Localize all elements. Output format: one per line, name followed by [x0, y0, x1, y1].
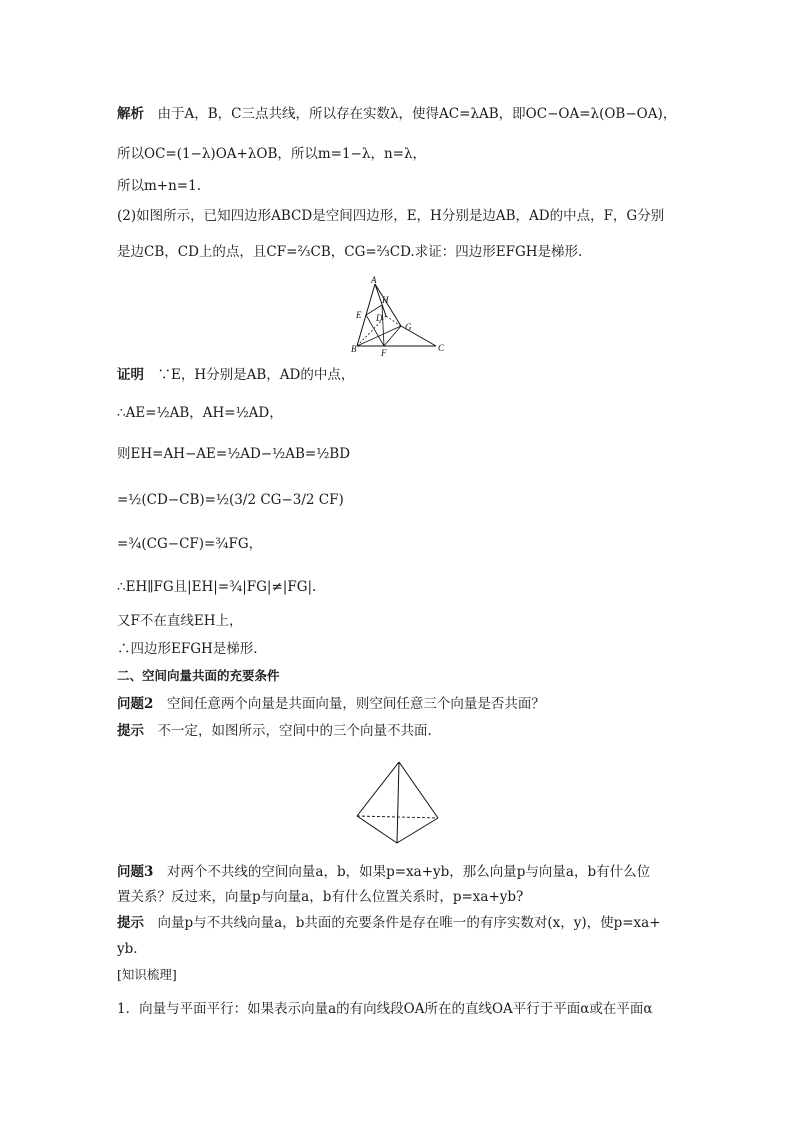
question-3-line-2: 置关系？反过来，向量p与向量a，b有什么位置关系时，p=xa+yb?	[117, 889, 524, 905]
section-heading: 二、空间向量共面的充要条件	[117, 668, 280, 683]
figure-space-quadrilateral	[340, 274, 450, 360]
proof-line-7: 又F不在直线EH上，	[117, 613, 243, 629]
solution-line-3: 所以m+n=1.	[117, 178, 201, 194]
question-2: 问题2 空间任意两个向量是共面向量，则空间任意三个向量是否共面？	[117, 696, 545, 712]
question-3-label: 问题3	[117, 864, 154, 880]
proof-line-6: ∴EH∥FG且|EH|=¾|FG|≠|FG|.	[117, 579, 317, 595]
solution-label: 解析	[117, 106, 144, 122]
label-A: A	[371, 275, 377, 285]
label-G: G	[405, 322, 412, 332]
question-2-label: 问题2	[117, 696, 154, 712]
question-3-line-1: 问题3 对两个不共线的空间向量a，b，如果p=xa+yb，那么向量p与向量a，b有什么位	[117, 864, 651, 880]
label-C: C	[438, 343, 445, 353]
label-E: E	[356, 310, 362, 320]
hint-2-label: 提示	[117, 915, 144, 931]
knowledge-heading: [知识梳理]	[117, 967, 177, 982]
problem-line-1: (2)如图所示，已知四边形ABCD是空间四边形，E，H分别是边AB，AD的中点，F，G分别	[117, 208, 665, 224]
proof-line-4: =½(CD−CB)=½(3/2 CG−3/2 CF)	[117, 492, 344, 508]
proof-line-3: 则EH=AH−AE=½AD−½AB=½BD	[117, 446, 351, 462]
label-H: H	[382, 295, 389, 305]
knowledge-item-1: 1．向量与平面平行：如果表示向量a的有向线段OA所在的直线OA平行于平面α或在平面α	[117, 1001, 653, 1017]
solution-line-1: 解析 由于A，B，C三点共线，所以存在实数λ，使得AC=λAB，即OC−OA=λ(OB−OA)，	[117, 106, 677, 122]
proof-line-1: 证明 ∵E，H分别是AB，AD的中点，	[117, 367, 355, 383]
solution-line-2: 所以OC=(1−λ)OA+λOB，所以m=1−λ，n=λ，	[117, 146, 427, 162]
hint-2-line-1: 提示 向量p与不共线向量a，b共面的充要条件是存在唯一的有序实数对(x，y)，使p=xa+	[117, 915, 661, 931]
proof-line-5: =¾(CG−CF)=¾FG，	[117, 536, 263, 552]
hint-1-label: 提示	[117, 723, 144, 739]
label-B: B	[351, 344, 357, 354]
label-D: D	[376, 313, 383, 323]
hint-1: 提示 不一定，如图所示，空间中的三个向量不共面.	[117, 723, 432, 739]
proof-line-8: ∴四边形EFGH是梯形.	[117, 641, 258, 657]
hint-2-line-2: yb.	[117, 941, 138, 957]
problem-line-2: 是边CB，CD上的点，且CF=⅔CB，CG=⅔CD.求证：四边形EFGH是梯形.	[117, 244, 583, 260]
figure-tetrahedron	[352, 758, 442, 848]
proof-line-2: ∴AE=½AB，AH=½AD，	[117, 405, 283, 421]
label-F: F	[381, 348, 387, 358]
proof-label: 证明	[117, 367, 144, 383]
